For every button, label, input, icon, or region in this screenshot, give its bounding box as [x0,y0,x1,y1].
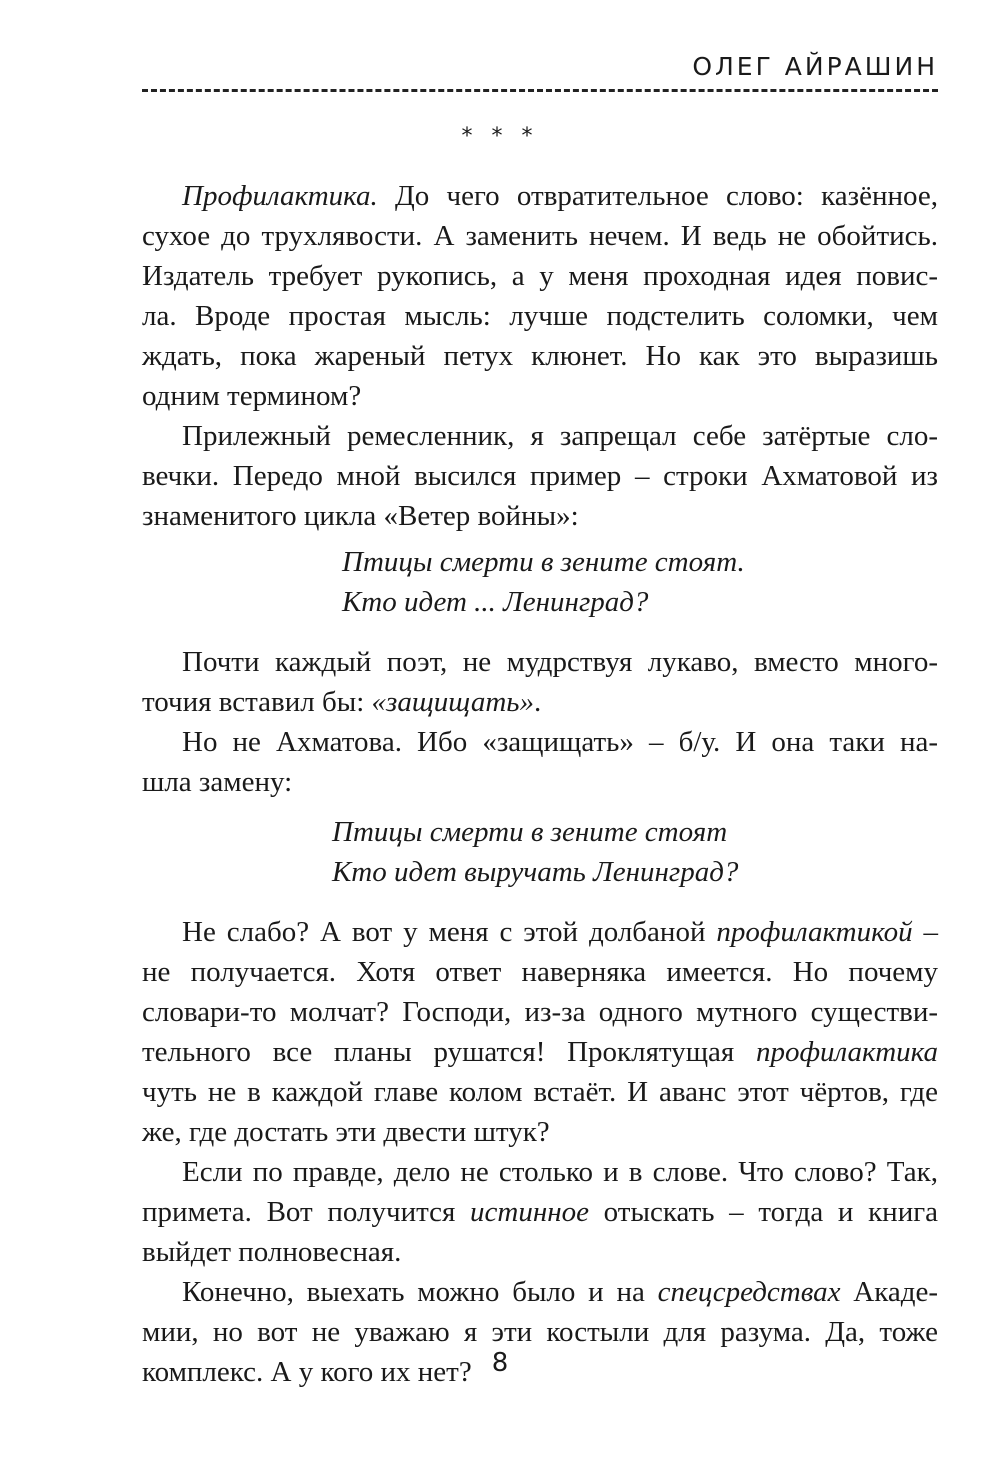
text-line: чуть не в каждой главе колом встаёт. И аванс этот чёртов, где [142,1076,938,1108]
text-line: Конечно, выехать можно было и на спецсредствах Акаде- [182,1276,938,1308]
poem-line: Кто идет ... Ленинград? [342,586,649,618]
italic-word: «защищать» [371,686,534,718]
text-line: ла. Вроде простая мысль: лучше подстелить соломки, чем [142,300,938,332]
poem-line: Птицы смерти в зените стоят. [342,546,745,578]
text-line: Прилежный ремесленник, я запрещал себе затёртые сло- [182,420,938,452]
italic-word: истинное [470,1196,589,1228]
italic-term: Профилактика. [182,180,378,212]
italic-term: профилактикой [716,916,913,948]
text-line: словари-то молчат? Господи, из-за одного мутного существи- [142,996,938,1028]
poem-line: Кто идет выручать Ленинград? [332,856,739,888]
header-dashed-rule [142,89,938,92]
section-break-asterisks: * * * [461,124,539,149]
running-header-author: ОЛЕГ АЙРАШИН [692,52,938,81]
text-line: Но не Ахматова. Ибо «защищать» – б/у. И она таки на- [182,726,938,758]
text-line: Издатель требует рукопись, а у меня проходная идея повис- [142,260,938,292]
text-line: вечки. Передо мной высился пример – строки Ахматовой из [142,460,938,492]
text-line: знаменитого цикла «Ветер войны»: [142,500,579,532]
page-number: 8 [491,1348,509,1378]
text-line: сухое до трухлявости. А заменить нечем. И ведь не обойтись. [142,220,938,252]
text-line: же, где достать эти двести штук? [142,1116,550,1148]
text-line: Если по правде, дело не столько и в слове. Что слово? Так, [182,1156,938,1188]
italic-word: спецсредствах [657,1276,841,1308]
text-line: одним термином? [142,380,362,412]
text-line: не получается. Хотя ответ наверняка имеется. Но почему [142,956,938,988]
text-line: шла замену: [142,766,293,798]
text-line: Почти каждый поэт, не мудрствуя лукаво, вместо много- [182,646,938,678]
text-line: Не слабо? А вот у меня с этой долбаной профилактикой – [182,916,938,948]
text-line: примета. Вот получится истинное отыскать – тогда и книга [142,1196,938,1228]
text-line: мии, но вот не уважаю я эти костыли для разума. Да, тоже [142,1316,938,1348]
italic-term: профилактика [755,1036,938,1068]
poem-quote-1 [342,542,745,622]
text-line: выйдет полновесная. [142,1236,402,1268]
text-line: точия вставил бы: «защищать». [142,686,542,718]
text-line: комплекс. А у кого их нет? [142,1356,472,1388]
text-line: Профилактика. До чего отвратительное слово: казённое, [182,180,938,212]
text-line: ждать, пока жареный петух клюнет. Но как это выразишь [142,340,938,372]
text-line: тельного все планы рушатся! Проклятущая профилактика [142,1036,938,1068]
poem-line: Птицы смерти в зените стоят [332,816,728,848]
poem-quote-2 [332,812,738,892]
